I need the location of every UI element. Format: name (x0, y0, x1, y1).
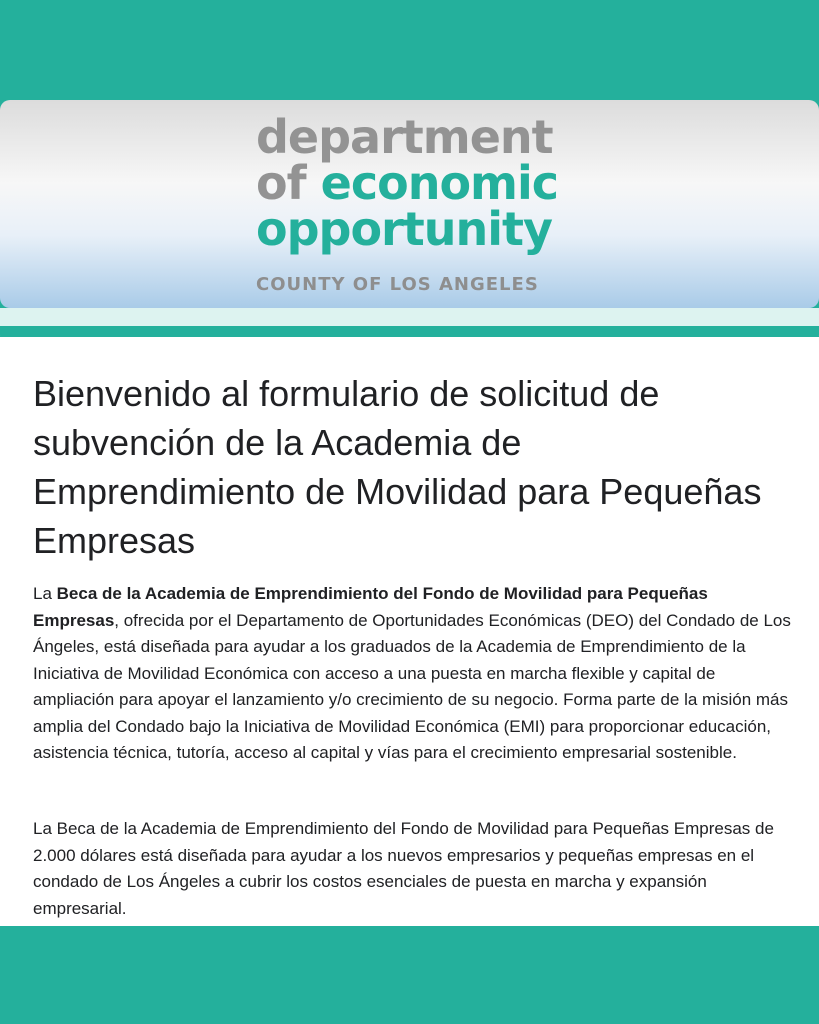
header-spacer (0, 308, 819, 326)
form-description-paragraph-1 (33, 581, 793, 767)
logo-county: COUNTY OF LOS ANGELES (256, 274, 539, 295)
form-description-paragraph-2: La Beca de la Academia de Emprendimiento del Fondo de Movilidad para Pequeñas Empresas de 2.000 dólares está diseñada para ayudar a los nuevos empresarios y pequeñas empresas en el condado de Los Ángeles a cubrir los costos esenciales de puesta en marcha y expansión empresarial. (33, 819, 774, 918)
p1-rest: , ofrecida por el Departamento de Oportunidades Económicas (DEO) del Condado de Los Ángeles, está diseñada para ayudar a los graduados de la Academia de Emprendimiento de la Iniciativa de Movilidad Económica con acceso a una puesta en marcha flexible y capital de ampliación para apoyar el lanzamiento y/o crecimiento de su negocio. Forma parte de la misión más amplia del Condado bajo la Iniciativa de Movilidad Económica (EMI) para proporcionar educación, asistencia técnica, tutoría, acceso al capital y vías para el crecimiento empresarial sostenible. (33, 610, 791, 762)
logo-line-economic (256, 156, 559, 210)
logo-word-economic: economic (320, 156, 559, 210)
logo-line-department: department (256, 110, 553, 164)
p1-prefix: La (33, 584, 57, 603)
form-title: Bienvenido al formulario de solicitud de subvención de la Academia de Emprendimiento de Movilidad para Pequeñas Empresas (33, 373, 762, 561)
logo-line-opportunity: opportunity (256, 202, 552, 256)
p1-bold-grant-name: Beca de la Academia de Emprendimiento del Fondo de Movilidad para Pequeñas Empresas (33, 584, 708, 630)
logo-word-of: of (256, 156, 321, 210)
form-intro-card (0, 326, 819, 926)
header-banner (0, 100, 819, 308)
deo-logo (0, 100, 819, 308)
